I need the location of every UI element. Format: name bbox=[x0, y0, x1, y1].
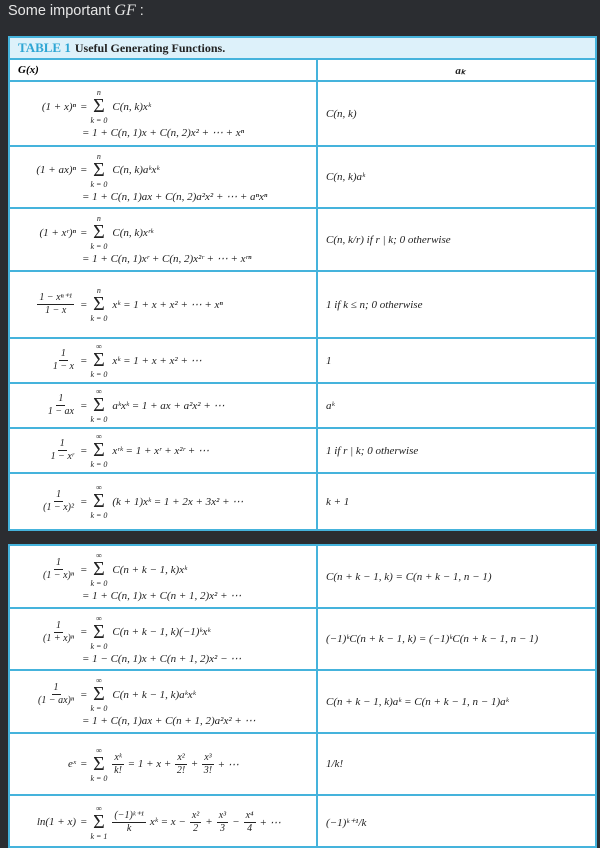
upper-limit: n bbox=[96, 214, 101, 223]
table-row bbox=[10, 339, 595, 384]
upper-limit: ∞ bbox=[96, 483, 102, 492]
term: aᵏxᵏ = 1 + ax + a²x² + ⋯ bbox=[112, 400, 225, 412]
gx-cell bbox=[10, 147, 318, 207]
term: C(n + k − 1, k)xᵏ bbox=[112, 563, 188, 576]
equals-sign: = bbox=[80, 226, 88, 239]
equals-sign: = bbox=[80, 298, 88, 311]
sigma-symbol: Σ bbox=[93, 95, 105, 117]
numerator: xᵏ bbox=[114, 751, 122, 763]
sigma-symbol: Σ bbox=[93, 439, 105, 461]
lower-limit: k = 0 bbox=[90, 511, 108, 520]
term: xʳᵏ = 1 + xʳ + x²ʳ + ⋯ bbox=[112, 445, 209, 457]
formula-line bbox=[18, 614, 316, 651]
fraction bbox=[175, 752, 186, 777]
lhs-expression: (1 + xʳ)ⁿ bbox=[39, 226, 76, 239]
numerator: x³ bbox=[218, 809, 227, 821]
lower-limit: k = 0 bbox=[90, 314, 108, 323]
numerator: 1 bbox=[56, 489, 62, 500]
summation bbox=[90, 432, 107, 469]
numerator: x² bbox=[177, 751, 185, 763]
denominator: 1 − x bbox=[52, 361, 74, 372]
table-row bbox=[10, 671, 595, 734]
lhs-expression bbox=[18, 393, 76, 418]
formula-line bbox=[18, 214, 316, 251]
formula-line bbox=[18, 387, 316, 424]
numerator: 1 bbox=[56, 619, 61, 631]
upper-limit: ∞ bbox=[96, 551, 102, 560]
lower-limit: k = 0 bbox=[90, 370, 108, 379]
upper-limit: ∞ bbox=[96, 342, 102, 351]
gx-cell bbox=[10, 474, 318, 529]
fraction bbox=[244, 810, 256, 835]
term: − bbox=[232, 816, 240, 828]
expansion-line: = 1 + C(n, 1)x + C(n, 2)x² + ⋯ + xⁿ bbox=[82, 127, 245, 139]
denominator: 2! bbox=[176, 764, 186, 776]
numerator: x³ bbox=[204, 751, 212, 763]
summation bbox=[90, 214, 107, 251]
denominator: 3! bbox=[203, 764, 213, 776]
table-row bbox=[10, 147, 595, 209]
equals-sign: = bbox=[80, 164, 88, 176]
lhs-expression: (1 + x)ⁿ bbox=[41, 100, 76, 113]
equals-sign: = bbox=[80, 495, 88, 508]
denominator: (1 − x)² bbox=[43, 502, 74, 513]
gx-cell bbox=[10, 272, 318, 337]
term: + bbox=[205, 816, 213, 828]
gx-cell bbox=[10, 339, 318, 382]
equals-sign: = bbox=[80, 444, 88, 457]
lhs-expression: (1 + ax)ⁿ bbox=[36, 164, 76, 176]
numerator: 1 bbox=[58, 393, 64, 404]
fraction bbox=[37, 292, 74, 317]
lower-limit: k = 0 bbox=[90, 116, 108, 125]
term: C(n, k)xᵏ bbox=[112, 100, 151, 113]
lhs-expression bbox=[18, 438, 76, 463]
equals-sign: = bbox=[80, 816, 88, 828]
sigma-symbol: Σ bbox=[93, 752, 105, 775]
caption: Some important GF : bbox=[8, 2, 144, 19]
summation bbox=[90, 152, 107, 189]
upper-limit: ∞ bbox=[96, 803, 102, 813]
lhs-expression: ln(1 + x) bbox=[36, 816, 76, 828]
ak-cell: aᵏ bbox=[326, 399, 335, 412]
table-row bbox=[10, 474, 595, 529]
lower-limit: k = 0 bbox=[90, 773, 108, 783]
numerator: 1 bbox=[60, 348, 66, 359]
term: C(n + k − 1, k)(−1)ᵏxᵏ bbox=[112, 626, 211, 638]
table-row bbox=[10, 209, 595, 272]
equals-sign: = bbox=[80, 100, 88, 113]
lower-limit: k = 0 bbox=[90, 242, 108, 251]
lhs-expression bbox=[18, 620, 76, 645]
numerator: (−1)ᵏ⁺¹ bbox=[114, 809, 144, 821]
header-ak: aₖ bbox=[455, 64, 466, 77]
expansion-line: = 1 − C(n, 1)x + C(n + 1, 2)x² − ⋯ bbox=[82, 652, 242, 665]
gx-cell bbox=[10, 384, 318, 427]
fraction bbox=[190, 810, 201, 835]
lhs-expression bbox=[18, 348, 76, 373]
denominator: 1 − x bbox=[45, 305, 67, 316]
gx-cell bbox=[10, 82, 318, 145]
expansion-line: = 1 + C(n, 1)x + C(n + 1, 2)x² + ⋯ bbox=[82, 590, 242, 602]
sigma-symbol: Σ bbox=[93, 394, 105, 416]
lhs-expression bbox=[18, 682, 76, 707]
lower-limit: k = 0 bbox=[90, 579, 108, 588]
summation bbox=[90, 746, 107, 783]
numerator: x⁴ bbox=[245, 809, 254, 821]
table-row bbox=[10, 272, 595, 339]
lhs-expression bbox=[18, 292, 76, 317]
ak-cell: (−1)ᵏC(n + k − 1, k) = (−1)ᵏC(n + k − 1, n − 1) bbox=[326, 633, 539, 645]
sigma-symbol: Σ bbox=[93, 558, 105, 580]
denominator: 1 − ax bbox=[47, 406, 74, 417]
fraction bbox=[51, 438, 74, 463]
gx-cell bbox=[10, 209, 318, 270]
table-row bbox=[10, 796, 595, 848]
formula-line bbox=[18, 88, 316, 125]
upper-limit: n bbox=[96, 286, 101, 295]
gx-cell bbox=[10, 796, 318, 848]
summation bbox=[90, 676, 107, 713]
expansion-line: = 1 + C(n, 1)xʳ + C(n, 2)x²ʳ + ⋯ + xʳⁿ bbox=[82, 253, 252, 265]
lhs-expression: eˣ bbox=[68, 758, 76, 770]
denominator: k bbox=[126, 822, 132, 834]
ak-cell: 1/k! bbox=[326, 758, 344, 770]
denominator: 3 bbox=[219, 822, 225, 834]
lower-limit: k = 0 bbox=[90, 179, 108, 189]
denominator: (1 − x)ⁿ bbox=[43, 570, 74, 581]
lower-limit: k = 1 bbox=[90, 831, 108, 841]
sigma-symbol: Σ bbox=[93, 221, 105, 243]
equals-sign: = bbox=[80, 399, 88, 412]
expansion-line: = 1 + C(n, 1)ax + C(n + 1, 2)a²x² + ⋯ bbox=[82, 715, 256, 727]
equals-sign: = bbox=[80, 563, 88, 576]
ak-cell: (−1)ᵏ⁺¹/k bbox=[326, 816, 367, 829]
term: + bbox=[190, 758, 199, 770]
denominator: (1 + x)ⁿ bbox=[43, 632, 74, 644]
table-row bbox=[10, 82, 595, 147]
lower-limit: k = 0 bbox=[90, 460, 108, 469]
summation bbox=[90, 483, 107, 520]
formula-line bbox=[18, 152, 316, 189]
generating-functions-table-continued bbox=[8, 544, 597, 848]
term: C(n, k)aᵏxᵏ bbox=[112, 164, 160, 176]
numerator: x² bbox=[191, 809, 200, 821]
term: xᵏ = 1 + x + x² + ⋯ bbox=[112, 355, 202, 367]
term: + ⋯ bbox=[259, 816, 281, 829]
upper-limit: n bbox=[96, 88, 101, 97]
gx-cell bbox=[10, 546, 318, 607]
fraction bbox=[202, 752, 213, 777]
sigma-symbol: Σ bbox=[93, 810, 105, 833]
term: + ⋯ bbox=[217, 758, 239, 771]
expansion-line: = 1 + C(n, 1)ax + C(n, 2)a²x² + ⋯ + aⁿxⁿ bbox=[82, 190, 268, 203]
numerator: 1 bbox=[59, 438, 65, 449]
fraction bbox=[38, 682, 74, 707]
fraction bbox=[112, 752, 123, 777]
term: C(n, k)xʳᵏ bbox=[112, 226, 154, 239]
numerator: 1 − xⁿ⁺¹ bbox=[39, 292, 72, 303]
term: = 1 + x + bbox=[127, 758, 172, 770]
formula-line bbox=[18, 746, 316, 783]
table-row bbox=[10, 384, 595, 429]
denominator: (1 − ax)ⁿ bbox=[38, 695, 74, 706]
summation bbox=[90, 88, 107, 125]
equals-sign: = bbox=[80, 354, 88, 367]
lhs-expression bbox=[18, 557, 76, 582]
fraction bbox=[43, 620, 74, 645]
term: xᵏ = x − bbox=[149, 816, 186, 828]
ak-cell: k + 1 bbox=[326, 495, 350, 508]
upper-limit: ∞ bbox=[96, 387, 102, 396]
ak-cell: 1 bbox=[326, 354, 332, 367]
formula-line bbox=[18, 804, 316, 841]
numerator: 1 bbox=[56, 557, 61, 568]
gx-cell bbox=[10, 609, 318, 669]
upper-limit: ∞ bbox=[96, 745, 102, 755]
fraction bbox=[112, 810, 146, 835]
table-row bbox=[10, 734, 595, 796]
lower-limit: k = 0 bbox=[90, 415, 108, 424]
upper-limit: ∞ bbox=[96, 676, 102, 685]
sigma-symbol: Σ bbox=[93, 490, 105, 512]
gx-cell bbox=[10, 429, 318, 472]
fraction bbox=[48, 393, 74, 418]
fraction bbox=[43, 489, 74, 514]
formula-line bbox=[18, 286, 316, 323]
summation bbox=[90, 804, 107, 841]
fraction bbox=[43, 557, 74, 582]
gx-cell bbox=[10, 671, 318, 732]
fraction bbox=[53, 348, 74, 373]
denominator: 1 − xʳ bbox=[50, 451, 74, 462]
ak-cell: C(n + k − 1, k)aᵏ = C(n + k − 1, n − 1)aᵏ bbox=[326, 695, 509, 708]
formula-line bbox=[18, 432, 316, 469]
ak-cell: C(n + k − 1, k) = C(n + k − 1, n − 1) bbox=[326, 570, 492, 583]
formula-line bbox=[18, 342, 316, 379]
fraction bbox=[217, 810, 228, 835]
equals-sign: = bbox=[80, 626, 88, 638]
term: C(n + k − 1, k)aᵏxᵏ bbox=[112, 688, 196, 701]
sigma-symbol: Σ bbox=[93, 158, 105, 181]
upper-limit: ∞ bbox=[96, 613, 102, 623]
denominator: 2 bbox=[193, 822, 199, 834]
sigma-symbol: Σ bbox=[93, 620, 105, 643]
lhs-expression bbox=[18, 489, 76, 514]
ak-cell: C(n, k/r) if r | k; 0 otherwise bbox=[326, 233, 451, 246]
denominator: k! bbox=[114, 764, 122, 776]
gx-cell bbox=[10, 734, 318, 794]
lower-limit: k = 0 bbox=[90, 641, 108, 651]
formula-line bbox=[18, 483, 316, 520]
sigma-symbol: Σ bbox=[93, 293, 105, 315]
equals-sign: = bbox=[80, 688, 88, 701]
term: xᵏ = 1 + x + x² + ⋯ + xⁿ bbox=[112, 299, 223, 311]
sigma-symbol: Σ bbox=[93, 683, 105, 705]
ak-cell: 1 if k ≤ n; 0 otherwise bbox=[326, 298, 423, 311]
table-header-row bbox=[10, 60, 595, 82]
table-row bbox=[10, 546, 595, 609]
lower-limit: k = 0 bbox=[90, 704, 108, 713]
summation bbox=[90, 551, 107, 588]
summation bbox=[90, 342, 107, 379]
summation bbox=[90, 286, 107, 323]
numerator: 1 bbox=[53, 682, 59, 693]
formula-line bbox=[18, 551, 316, 588]
upper-limit: n bbox=[96, 151, 101, 161]
header-gx: G(x) bbox=[10, 60, 318, 80]
table-row bbox=[10, 429, 595, 474]
sigma-symbol: Σ bbox=[93, 349, 105, 371]
equals-sign: = bbox=[80, 758, 88, 770]
formula-line bbox=[18, 676, 316, 713]
denominator: 4 bbox=[247, 822, 253, 834]
ak-cell: 1 if r | k; 0 otherwise bbox=[326, 444, 419, 457]
term: (k + 1)xᵏ = 1 + 2x + 3x² + ⋯ bbox=[112, 496, 244, 508]
summation bbox=[90, 387, 107, 424]
table-row bbox=[10, 609, 595, 671]
ak-cell: C(n, k)aᵏ bbox=[326, 171, 366, 183]
upper-limit: ∞ bbox=[96, 432, 102, 441]
generating-functions-table bbox=[8, 36, 597, 531]
ak-cell: C(n, k) bbox=[326, 107, 357, 120]
table-title: TABLE 1 Useful Generating Functions. bbox=[10, 38, 595, 60]
summation bbox=[90, 614, 107, 651]
